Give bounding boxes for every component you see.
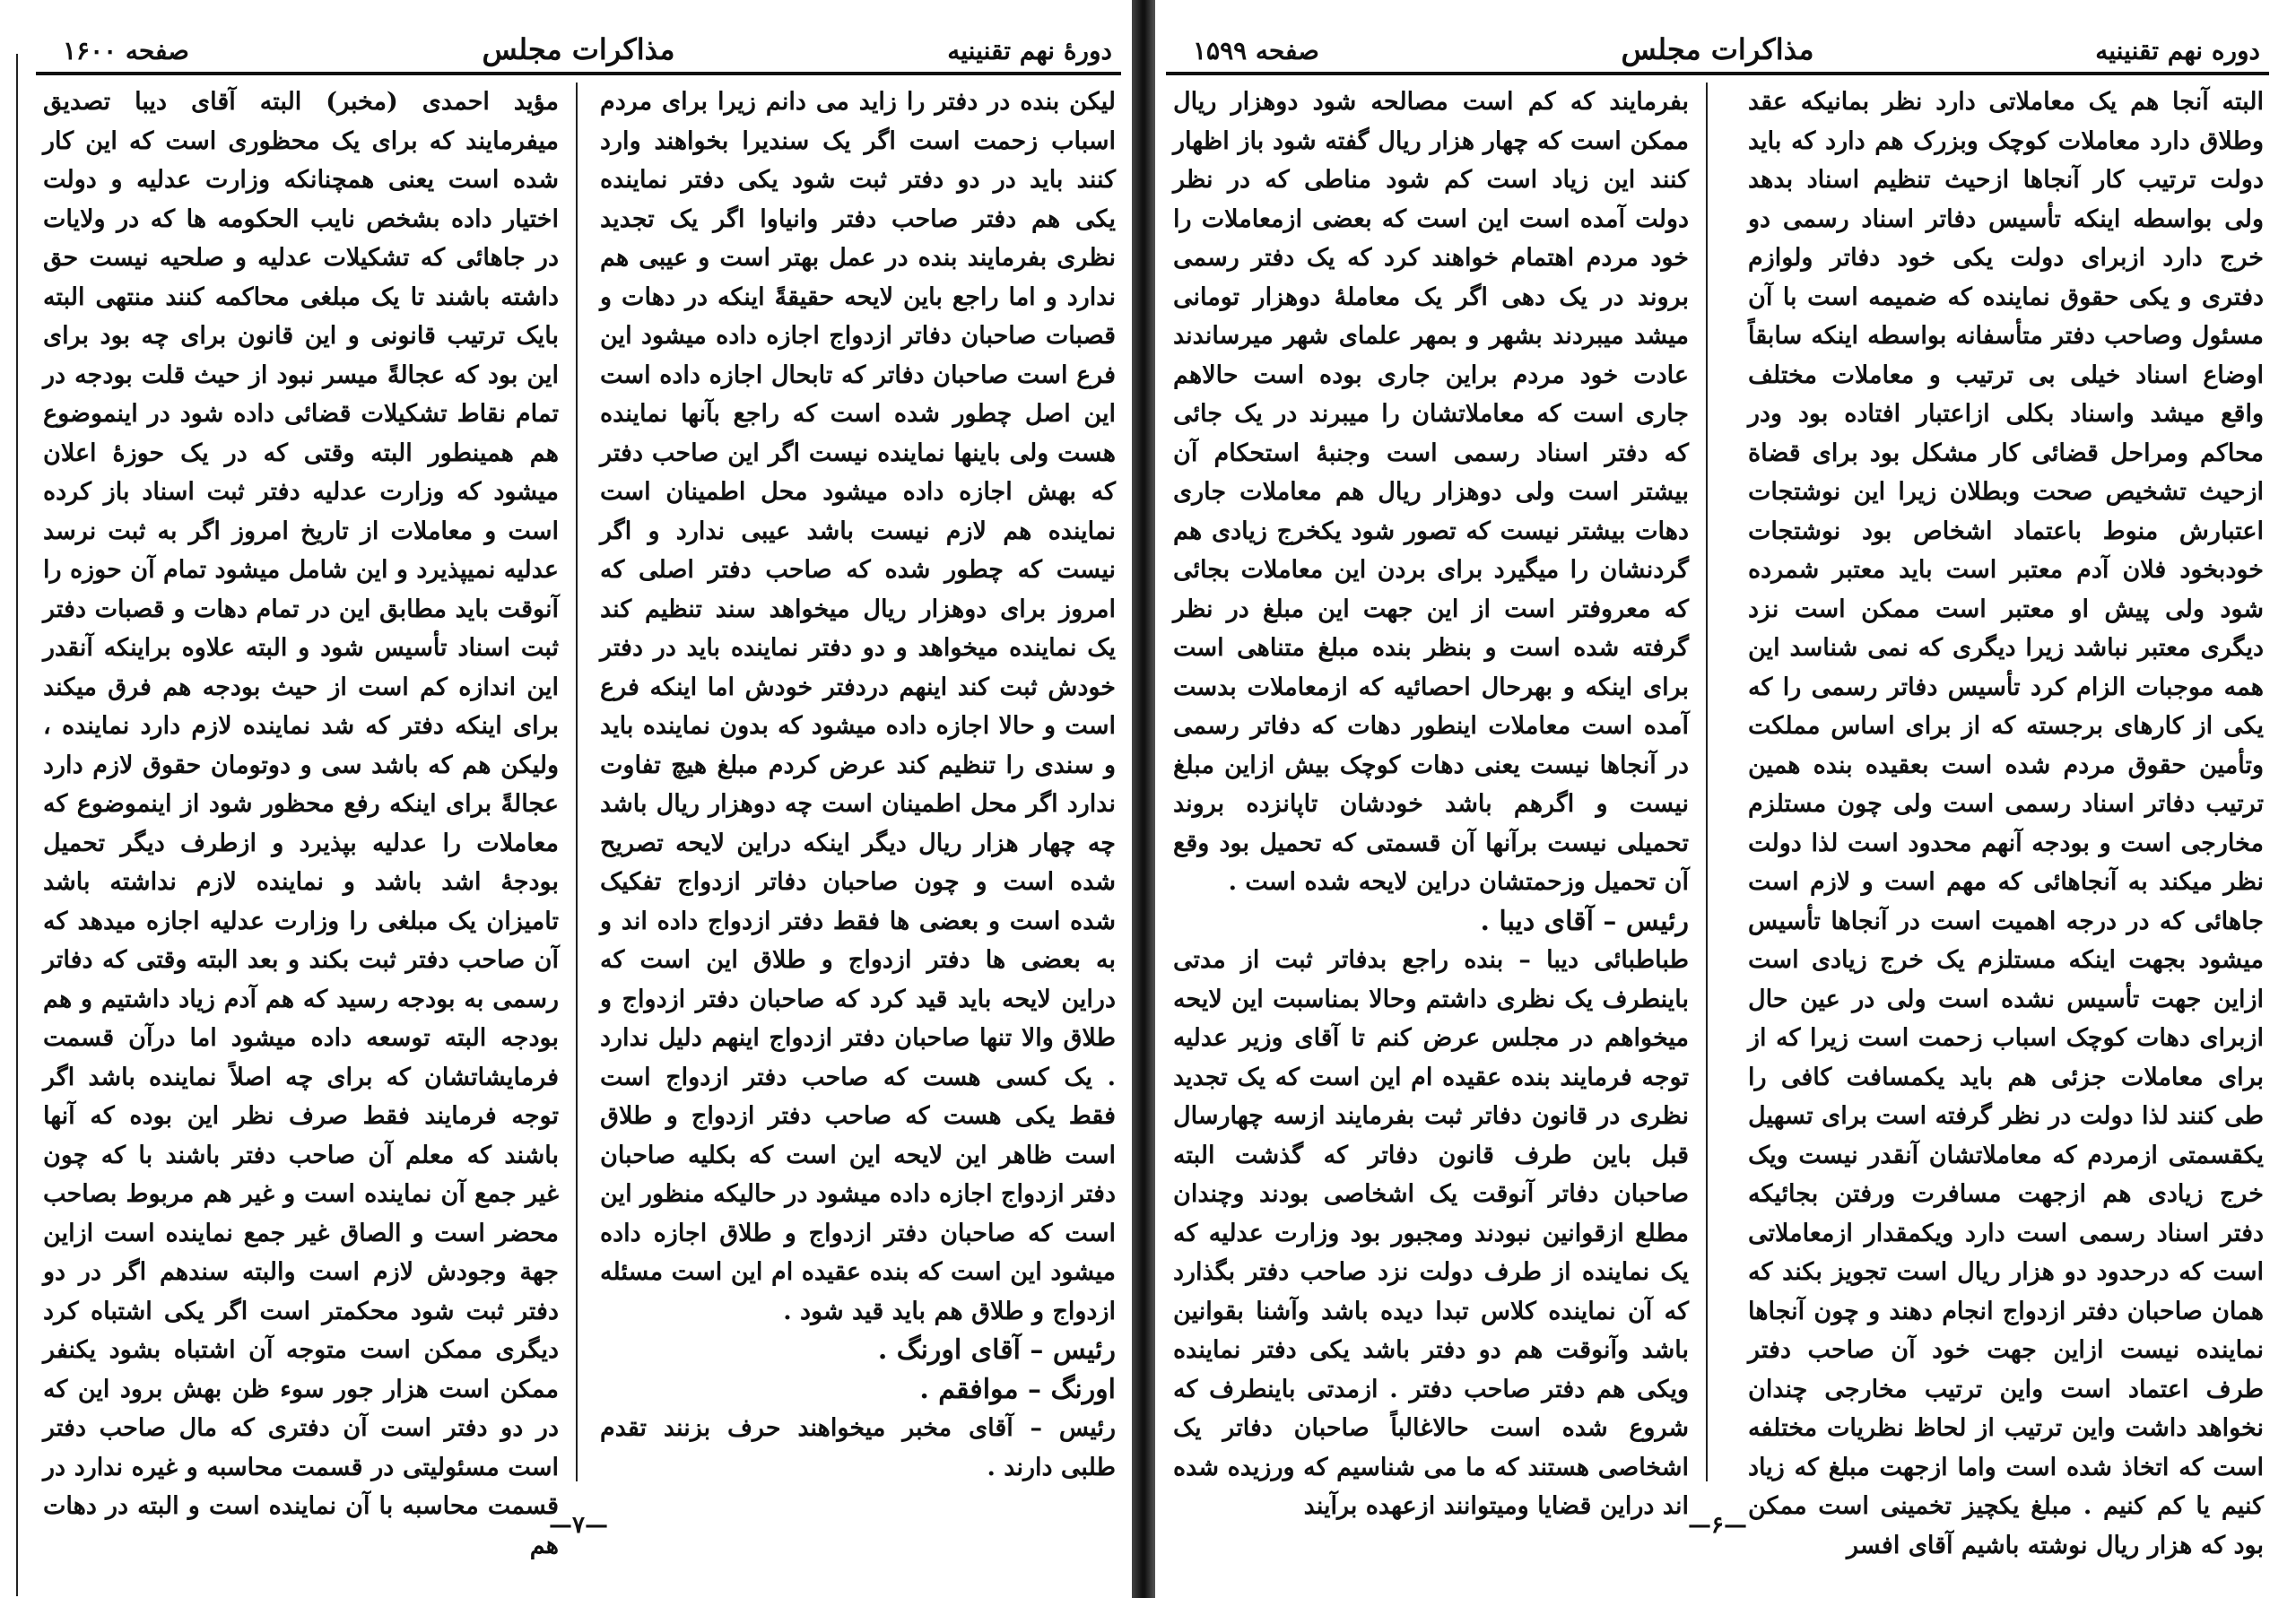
publication-title: مذاکرات مجلس <box>1621 32 1814 66</box>
folio-number: —۶— <box>1688 1512 1747 1539</box>
header-rule <box>1166 72 2269 75</box>
text-column-left <box>1173 83 1689 1520</box>
speaker-line: رئیس – آقای اورنگ . <box>877 1334 1116 1366</box>
paragraph: البته آنجا هم یک معاملاتی دارد نظر بمانیکه عقد وطلاق دارد معاملات کوچک وبزرک هم دارد که باید دولت ترتیب کار آنجاها ازحیث تنظیم اسناد بدهد ولی بواسطه اینکه تأسیس دفاتر اسناد رسمی دو خرج دارد ازبرای دولت یکی خود دفاتر ولوازم دفتری و یکی حقوق نماینده که ضمیمه است با آن مسئول وصاحب دفتر متأسفانه بواسطه اینکه سابقاً اوضاع اسناد خیلی بی ترتیب و معاملات مختلف واقع میشد واسناد بکلی ازاعتبار افتاده بود ودر محاکم ومراحل قضائی کار مشکل بود برای قضاة ازحیث تشخیص صحت وبطلان زیرا این نوشتجات اعتبارش منوط باعتماد اشخاص بود نوشتجات خودبخود فلان آدم معتبر است باید معتبر شمرده شود ولی پیش او معتبر است ممکن است نزد دیگری معتبر نباشد زیرا دیگری که نمی شناسد این همه موجبات الزام کرد تأسیس دفاتر رسمی را که یکی از کارهای برجسته که از برای اساس مملکت وتأمین حقوق مردم شده است بعقیده بنده همین ترتیب دفاتر اسناد رسمی است ولی چون مستلزم مخارجی است و بودجه آنهم محدود است لذا دولت نظر میکند به آنجاهائی که مهم است و لازم است جاهائی که در درجه اهمیت است در آنجاها تأسیس میشود بجهت اینکه مستلزم یک خرج زیادی است ازاین جهت تأسیس نشده است ولی در عین حال ازبرای دهات کوچک اسباب زحمت است زیرا که از برای معاملات جزئی هم باید یکمسافت کافی را طی کنند لذا دولت در نظر گرفته است برای تسهیل یکقسمتی ازمردم که معاملاتشان آنقدر نیست ویک خرج زیادی هم ازجهت مسافرت ورفتن بجائیکه دفتر اسناد رسمی است دارد ویکمقدار ازمعاملاتی است که درحدود دو هزار ریال است تجویز بکند که همان صاحبان دفتر ازدواج انجام دهند و چون آنجاها نماینده نیست ازاین جهت خود آن صاحب دفتر طرف اعتماد است واین ترتیب مخارجی چندان نخواهد داشت واین ترتیب از لحاظ نظریات مختلفه است که اتخاذ شده است واما ازجهت مبلغ که زیاد کنیم یا کم کنیم . مبلغ یکچیز تخمینی است ممکن بود که هزار ریال نوشته باشیم آقای افسر <box>1748 88 2264 1559</box>
column-divider <box>1706 83 1708 1481</box>
left-page <box>36 0 1121 1598</box>
header-rule <box>36 72 1121 75</box>
speaker-line: رئیس – آقای مخبر میخواهند حرف بزنند تقدم طلبی دارند . <box>600 1414 1116 1481</box>
text-column-right <box>1748 83 2264 1559</box>
right-page <box>1166 0 2269 1598</box>
page-number: صفحه ۱۶۰۰ <box>63 36 189 65</box>
page-header <box>1166 32 2269 77</box>
series-title: دوره نهم تقنینیه <box>2095 36 2260 65</box>
column-divider <box>576 83 578 1481</box>
page-edge <box>16 54 18 1596</box>
speaker-line: رئیس – آقای دیبا . <box>1480 905 1689 937</box>
folio-number: —۷— <box>549 1512 608 1539</box>
publication-title: مذاکرات مجلس <box>482 32 675 66</box>
book-gutter <box>1132 0 1155 1598</box>
speaker-line: اورنگ – موافقم . <box>919 1373 1116 1405</box>
page-header <box>36 32 1121 77</box>
series-title: دورهٔ نهم تقنینیه <box>947 36 1112 65</box>
page-number: صفحه ۱۵۹۹ <box>1193 36 1319 65</box>
paragraph: بفرمایند که کم است مصالحه شود دوهزار ریال ممکن است که چهار هزار ریال گفته شود باز اظهار کنند این زیاد است کم شود مناطی که در نظر دولت آمده است این است که بعضی ازمعاملات را خود مردم اهتمام خواهند کرد که یک دفتر رسمی بروند در یک دهی اگر یک معاملهٔ دوهزار تومانی میشد میبردند بشهر و بمهر علمای شهر میرساندند عادت خود مردم براین جاری بوده است حالاهم جاری است که معاملاتشان را میبرند در یک جائی که دفتر اسناد رسمی است وجنبهٔ استحکام آن بیشتر است ولی دوهزار ریال هم معاملات جاری دهات بیشتر نیست که تصور شود یکخرج زیادی هم گردنشان را میگیرد برای بردن این معاملات بجائی که معروفتر است از این جهت این مبلغ در نظر گرفته شده است و بنظر بنده مبلغ متناهی است برای اینکه و بهرحال احصائیه که ازمعاملات بدست آمده است معاملات اینطور دهات که دفاتر رسمی در آنجاها نیست یعنی دهات کوچک بیش ازاین مبلغ نیست و اگرهم باشد خودشان تاپانزده بروند تحمیلی نیست برآنها آن قسمتی که تحمیل بود وقع آن تحمیل وزحمتشان دراین لایحه شده است . <box>1173 88 1689 896</box>
text-column-right <box>600 83 1116 1481</box>
text-column-left <box>43 83 559 1559</box>
paragraph: مؤید احمدی (مخبر) البته آقای دیبا تصدیق میفرمایند که برای یک محظوری است که این کار شده است یعنی همچنانکه وزارت عدلیه و دولت اختیار داده بشخص نایب الحکومه ها که در ولایات در جاهائی که تشکیلات عدلیه و صلحیه نیست حق داشته باشند تا یک مبلغی محاکمه کنند منتهی البته بایک ترتیب قانونی و این قانون برای چه بود برای این بود که عجالةً میسر نبود از حیث قلت بودجه در تمام نقاط تشکیلات قضائی داده شود در اینموضوع هم همینطور البته وقتی که در یک حوزهٔ اعلان میشود که وزارت عدلیه دفتر ثبت اسناد باز کرده است و معاملات از تاریخ امروز اگر به ثبت نرسد عدلیه نمیپذیرد و این شامل میشود تمام آن حوزه را آنوقت باید مطابق این در تمام دهات و قصبات دفتر ثبت اسناد تأسیس شود و البته علاوه براینکه آنقدر این اندازه کم است از حیث بودجه هم فرق میکند برای اینکه دفتر که شد نماینده لازم دارد نماینده ، ولیکن هم که باشد سی و دوتومان حقوق لازم دارد عجالةً برای اینکه رفع محظور شود از اینموضوع که معاملات را عدلیه بپذیرد و ازطرف دیگر تحمیل بودجهٔ اشد باشد و نماینده لازم نداشته باشد تامیزان یک مبلغی را وزارت عدلیه اجازه میدهد که آن صاحب دفتر ثبت بکند و بعد البته وقتی که دفاتر رسمی به بودجه رسید که هم آدم زیاد داشتیم و هم بودجه البته توسعه داده میشود اما درآن قسمت فرمایشاتشان که برای چه اصلاً نماینده باشد اگر توجه فرمایند فقط صرف نظر این بوده که آنها باشند که معلم آن صاحب دفتر باشند با که چون غیر جمع آن نماینده است و غیر هم مربوط بصاحب محضر است و الصاق غیر جمع نماینده است ازاین جهة وجودش لازم است والبته سندهم اگر در دو دفتر ثبت شود محکمتر است اگر یکی اشتباه کرد دیگری ممکن است متوجه آن اشتباه بشود یکنفر ممکن است هزار جور سوء ظن بهش برود این که در دو دفتر است آن دفتری که مال صاحب دفتر است مسئولیتی در قسمت محاسبه و غیره ندارد در قسمت محاسبه با آن نماینده است و البته در دهات هم <box>43 88 559 1559</box>
paragraph: طباطبائی دیبا – بنده راجع بدفاتر ثبت از مدتی باینطرف یک نظری داشتم وحالا بمناسبت این لایحه میخواهم در مجلس عرض کنم تا آقای وزیر عدلیه توجه فرمایند بنده عقیده ام این است که یک تجدید نظری در قانون دفاتر ثبت بفرمایند ازسه چهارسال قبل باین طرف قانون دفاتر که گذشت البته صاحبان دفاتر آنوقت یک اشخاصی بودند وچندان مطلع ازقوانین نبودند ومجبور بود وزارت عدلیه که یک نماینده از طرف دولت نزد صاحب دفتر بگذارد که آن نماینده کلاس تبدا دیده باشد وآشنا بقوانین باشد وآنوقت هم دو دفتر باشد یکی دفتر نماینده ویکی هم دفتر صاحب دفتر . ازمدتی باینطرف که شروع شده است حالاغالباً صاحبان دفاتر یک اشخاصی هستند که ما می شناسیم که ورزیده شده اند دراین قضایا ومیتوانند ازعهده برآیند <box>1173 946 1689 1520</box>
paragraph: لیکن بنده در دفتر را زاید می دانم زیرا برای مردم اسباب زحمت است اگر یک سندیرا بخواهند وارد کنند باید در دو دفتر ثبت شود یکی دفتر نماینده یکی هم دفتر صاحب دفتر وانیاوا اگر یک تجدید نظری بفرمایند بنده در عمل بهتر است و عیبی هم ندارد و اما راجع باین لایحه حقیقةً اینکه در دهات و قصبات صاحبان دفاتر ازدواج اجازه داده میشود این فرع است صاحبان دفاتر که تابحال اجازه داده است این اصل چطور شده است که راجع بآنها نماینده هست ولی باینها نماینده نیست اگر این صاحب دفتر که بهش اجازه داده میشود محل اطمینان است نماینده هم لازم نیست باشد عیبی ندارد و اگر نیست که چطور شده که صاحب دفتر اصلی که امروز برای دوهزار ریال میخواهد سند تنظیم کند یک نماینده میخواهد و دو دفتر نماینده باید در دفتر خودش ثبت کند اینهم دردفتر خودش اما اینکه فرع است و حالا اجازه داده میشود که بدون نماینده باید و سندی را تنظیم کند عرض کردم مبلغ هیچ تفاوت ندارد اگر محل اطمینان است چه دوهزار ریال باشد چه چهار هزار ریال دیگر اینکه دراین لایحه تصریح شده است و چون صاحبان دفاتر ازدواج تفکیک شده است و بعضی ها فقط دفتر ازدواج داده اند و به بعضی ها دفتر ازدواج و طلاق این است که دراین لایحه باید قید کرد که صاحبان دفتر ازدواج و طلاق والا تنها صاحبان دفتر ازدواج اینهم دلیل ندارد . یک کسی هست که صاحب دفتر ازدواج است فقط یکی هست که صاحب دفتر ازدواج و طلاق است ظاهر این لایحه این است که بکلیه صاحبان دفتر ازدواج اجازه داده میشود در حالیکه منظور این است که صاحبان دفتر ازدواج و طلاق اجازه داده میشود این است که بنده عقیده ام این است مسئله ازدواج و طلاق هم باید قید شود . <box>600 88 1116 1325</box>
